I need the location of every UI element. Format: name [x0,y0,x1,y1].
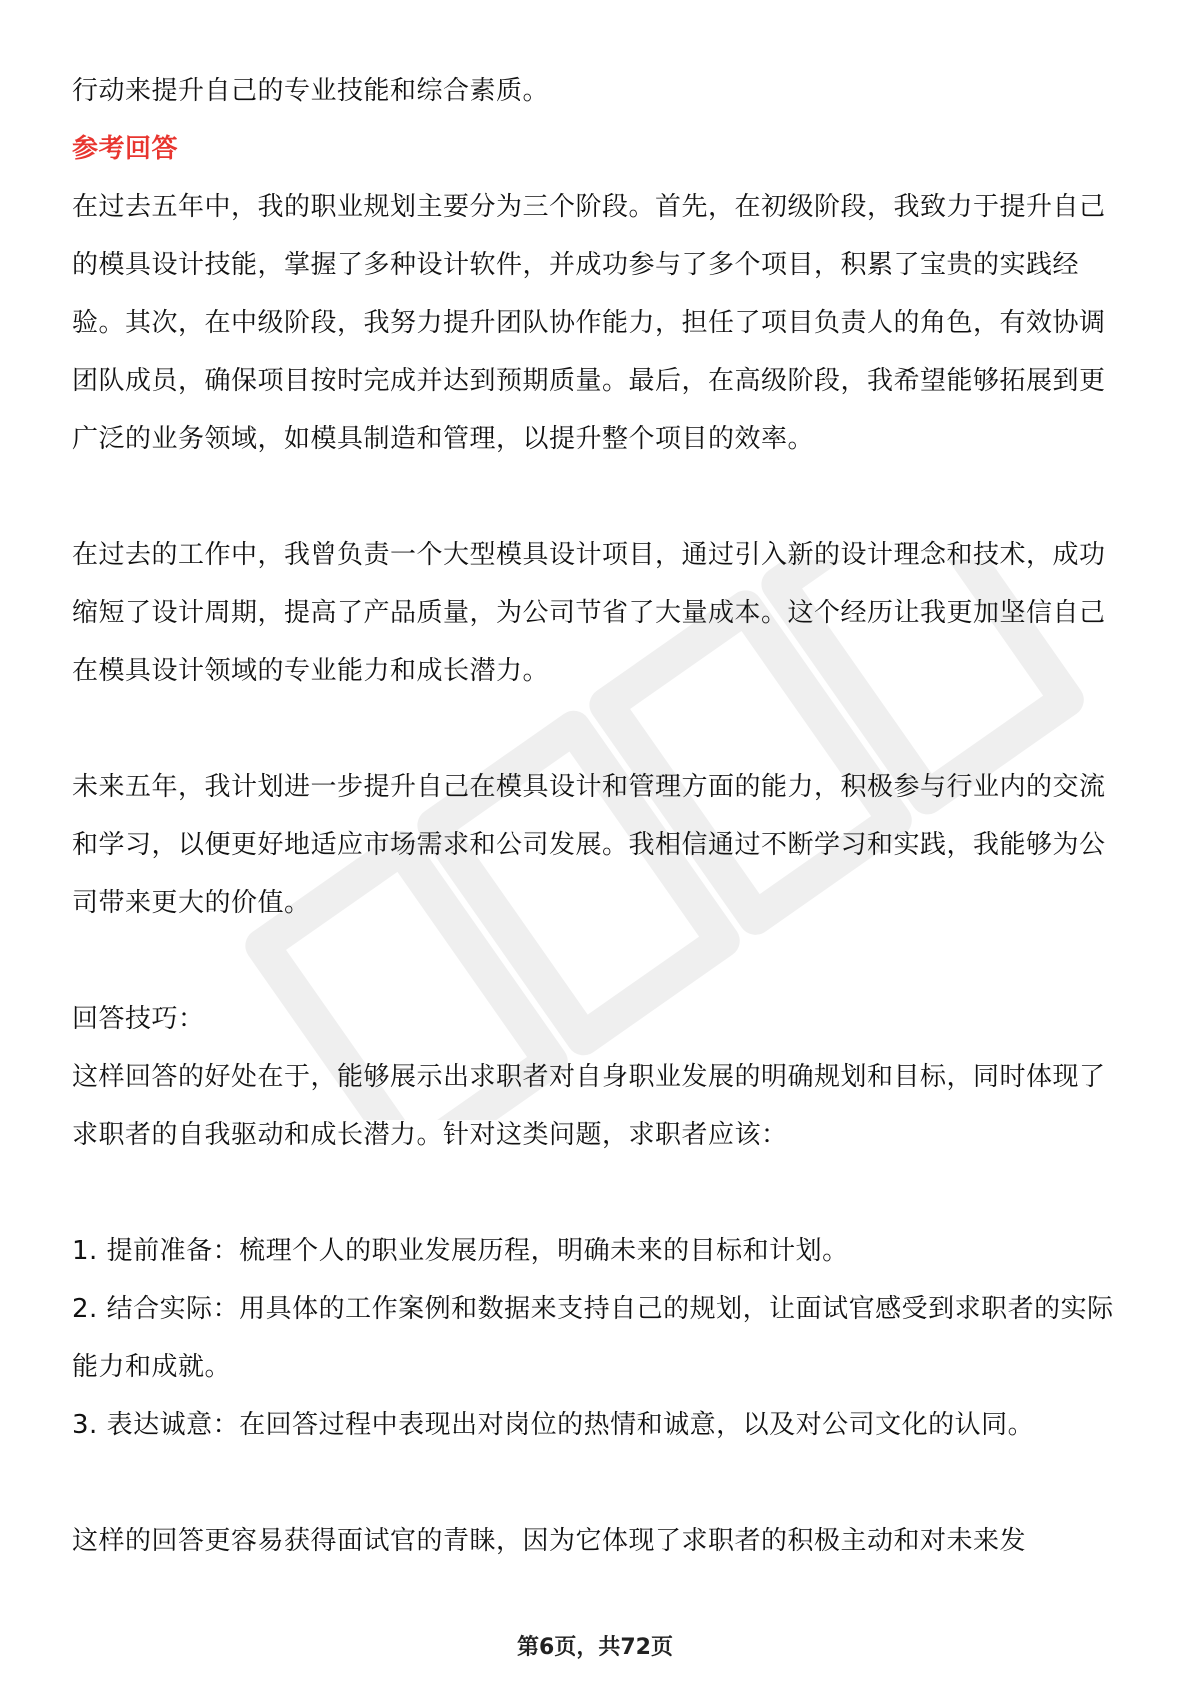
answer-paragraph-3: 未来五年，我计划进一步提升自己在模具设计和管理方面的能力，积极参与行业内的交流和学习，以便更好地适应市场需求和公司发展。我相信通过不断学习和实践，我能够为公司带来更大的价值。 [72,772,1106,918]
spacer [72,1164,1118,1222]
tips-intro-paragraph: 这样回答的好处在于，能够展示出求职者对自身职业发展的明确规划和目标，同时体现了求职者的自我驱动和成长潜力。针对这类问题，求职者应该： [72,1062,1106,1150]
page-indicator: 第6页，共72页 [517,1635,673,1660]
tips-heading: 回答技巧： [72,1004,205,1034]
spacer [72,932,1118,990]
tips-list-item: 2. 结合实际：用具体的工作案例和数据来支持自己的规划，让面试官感受到求职者的实际能力和成就。 [72,1294,1114,1382]
closing-paragraph: 这样的回答更容易获得面试官的青睐，因为它体现了求职者的积极主动和对未来发 [72,1526,1027,1556]
answer-heading: 参考回答 [72,134,179,164]
spacer [72,468,1118,526]
answer-paragraph-1: 在过去五年中，我的职业规划主要分为三个阶段。首先，在初级阶段，我致力于提升自己的模具设计技能，掌握了多种设计软件，并成功参与了多个项目，积累了宝贵的实践经验。其次，在中级阶段，我努力提升团队协作能力，担任了项目负责人的角色，有效协调团队成员，确保项目按时完成并达到预期质量。最后，在高级阶段，我希望能够拓展到更广泛的业务领域，如模具制造和管理，以提升整个项目的效率。 [72,192,1106,454]
document-body [72,62,1118,1570]
spacer [72,700,1118,758]
answer-paragraph-2: 在过去的工作中，我曾负责一个大型模具设计项目，通过引入新的设计理念和技术，成功缩短了设计周期，提高了产品质量，为公司节省了大量成本。这个经历让我更加坚信自己在模具设计领域的专业能力和成长潜力。 [72,540,1106,686]
spacer [72,1454,1118,1512]
tips-list-item: 3. 表达诚意：在回答过程中表现出对岗位的热情和诚意，以及对公司文化的认同。 [72,1410,1035,1440]
tips-list-item: 1. 提前准备：梳理个人的职业发展历程，明确未来的目标和计划。 [72,1236,849,1266]
intro-tail-paragraph: 行动来提升自己的专业技能和综合素质。 [72,76,550,106]
